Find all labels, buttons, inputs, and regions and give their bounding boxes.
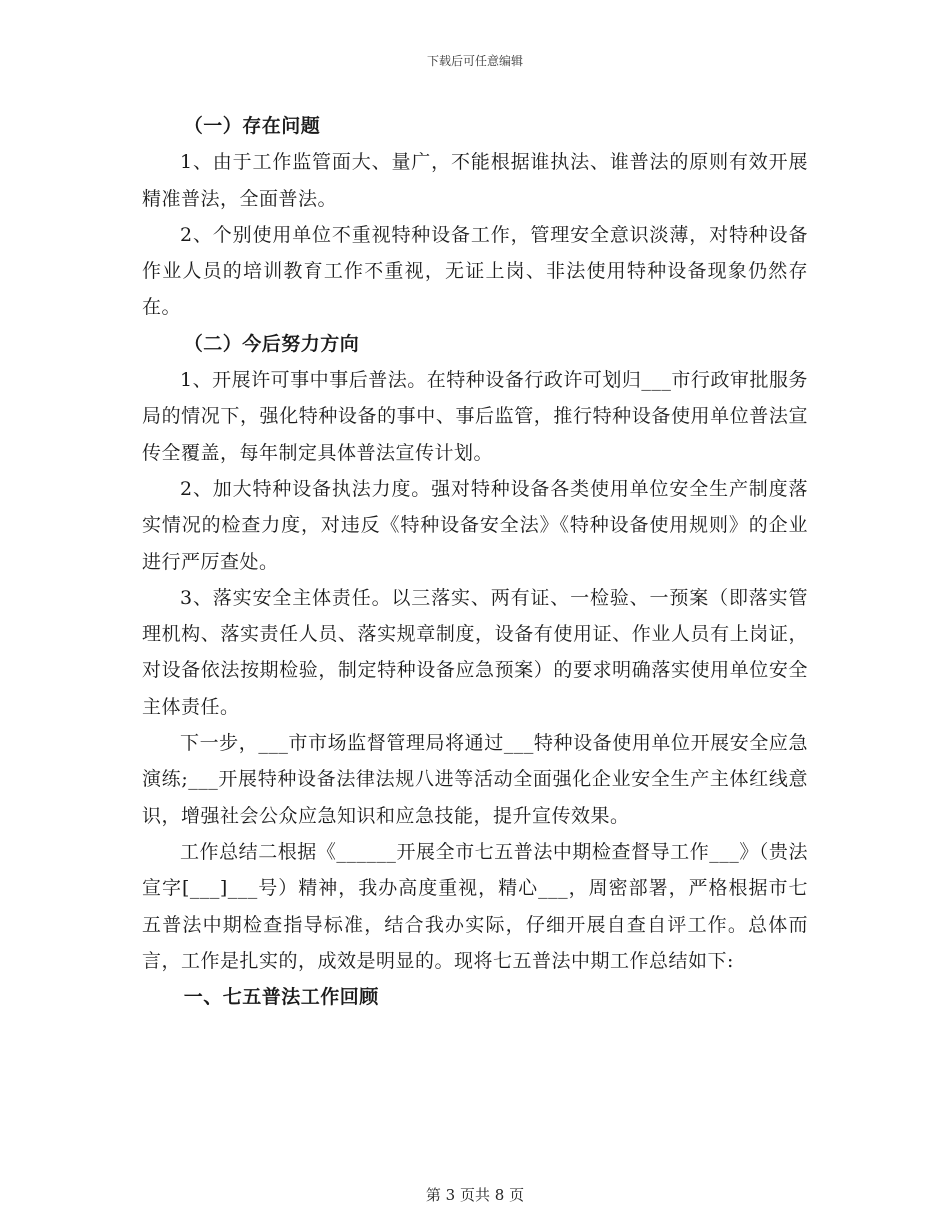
paragraph: 1、由于工作监管面大、量广，不能根据谁执法、谁普法的原则有效开展精准普法，全面普法。 bbox=[142, 151, 808, 210]
paragraph: 1、开展许可事中事后普法。在特种设备行政许可划归___市行政审批服务局的情况下，强化特种设备的事中、事后监管，推行特种设备使用单位普法宣传全覆盖，每年制定具体普法宣传计划。 bbox=[142, 369, 808, 464]
paragraph: 工作总结二根据《______开展全市七五普法中期检查督导工作___》（贵法宣字[___]___号）精神，我办高度重视，精心___，周密部署，严格根据市七五普法中期检查指导标准，结合我办实际，仔细开展自查自评工作。总体而言，工作是扎实的，成效是明显的。现将七五普法中期工作总结如下: bbox=[142, 840, 808, 972]
paragraph: 2、个别使用单位不重视特种设备工作，管理安全意识淡薄，对特种设备作业人员的培训教育工作不重视，无证上岗、非法使用特种设备现象仍然存在。 bbox=[142, 223, 808, 319]
section-heading: （一）存在问题 bbox=[183, 115, 321, 137]
section-heading: 一、七五普法工作回顾 bbox=[183, 986, 379, 1009]
paragraph: 2、加大特种设备执法力度。强对特种设备各类使用单位安全生产制度落实情况的检查力度，对违反《特种设备安全法》《特种设备使用规则》的企业进行严厉查处。 bbox=[142, 477, 808, 573]
paragraph: 3、落实安全主体责任。以三落实、两有证、一检验、一预案（即落实管理机构、落实责任人员、落实规章制度，设备有使用证、作业人员有上岗证，对设备依法按期检验，制定特种设备应急预案）的要求明确落实使用单位安全主体责任。 bbox=[142, 586, 808, 718]
page-header: 下载后可任意编辑 bbox=[426, 54, 523, 68]
paragraph: 下一步，___市市场监督管理局将通过___特种设备使用单位开展安全应急演练;___开展特种设备法律法规八进等活动全面强化企业安全生产主体红线意识，增强社会公众应急知识和应急技能，提升宣传效果。 bbox=[142, 732, 808, 827]
page-footer: 第 3 页共 8 页 bbox=[425, 1186, 525, 1204]
document-body bbox=[142, 108, 808, 1015]
section-heading: （二）今后努力方向 bbox=[183, 332, 360, 355]
